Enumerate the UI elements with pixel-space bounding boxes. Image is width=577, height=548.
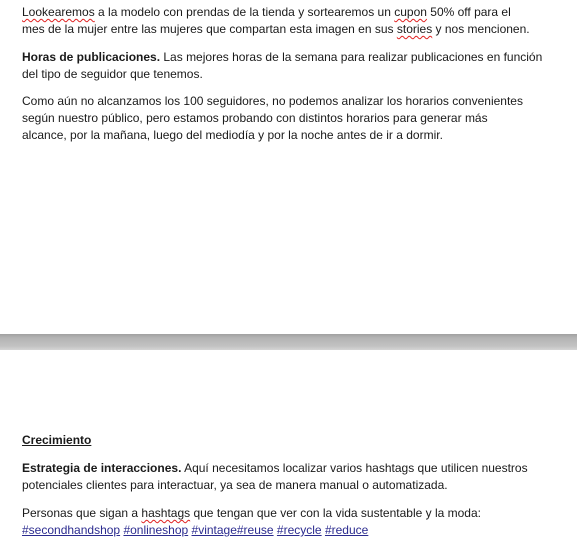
page-break (0, 334, 577, 350)
text-span: 50% off para el (426, 5, 511, 19)
paragraph-posting-hours (22, 49, 572, 83)
text-line: del tipo de seguidor que tenemos. (22, 67, 203, 81)
text-line (22, 460, 572, 477)
section-title (22, 432, 572, 449)
text-span: Las mejores horas de la semana para realizar publicaciones en función (160, 50, 543, 64)
text-line: Como aún no alcanzamos los 100 seguidores, no podemos analizar los horarios convenientes (22, 94, 523, 108)
text-line: alcance, por la mañana, luego del mediodía y por la noche antes de ir a dormir. (22, 128, 443, 142)
paragraph-heading: Horas de publicaciones. (22, 50, 161, 64)
text-line (22, 4, 572, 21)
hashtag-link[interactable]: #reduce (324, 523, 369, 537)
misspelled-word[interactable]: Lookearemos (22, 5, 95, 19)
text-span: mes de la mujer entre las mujeres que compartan esta imagen en sus (22, 22, 397, 36)
misspelled-word[interactable]: cupon (394, 5, 427, 19)
paragraph-giveaway (22, 4, 572, 38)
text-span: que tengan que ver con la vida sustentable y la moda: (190, 506, 481, 520)
hashtag-link[interactable]: #secondhandshop (22, 523, 121, 537)
text-span: Aquí necesitamos localizar varios hashtags que utilicen nuestros (181, 461, 528, 475)
text-line: potenciales clientes para interactuar, ya sea de manera manual o automatizada. (22, 478, 448, 492)
hashtag-line (22, 522, 572, 539)
paragraph-hashtags (22, 505, 572, 539)
paragraph-followers (22, 93, 572, 144)
misspelled-word[interactable]: stories (396, 22, 433, 36)
hashtag-link[interactable]: #onlineshop (123, 523, 189, 537)
text-span: Personas que sigan a (22, 506, 142, 520)
text-line (22, 49, 572, 66)
paragraph-interaction-strategy (22, 460, 572, 494)
text-span: y nos mencionen. (432, 22, 530, 36)
text-span: a la modelo con prendas de la tienda y sortearemos un (94, 5, 395, 19)
section-title-text: Crecimiento (22, 433, 92, 447)
hashtag-link[interactable]: #vintage#reuse (191, 523, 274, 537)
text-line (22, 505, 572, 522)
misspelled-word[interactable]: hashtags (141, 506, 191, 520)
text-line: según nuestro público, pero estamos probando con distintos horarios para generar más (22, 111, 488, 125)
paragraph-heading: Estrategia de interacciones. (22, 461, 182, 475)
document-page-2 (0, 350, 577, 548)
hashtag-link[interactable]: #recycle (276, 523, 322, 537)
text-line (22, 21, 572, 38)
